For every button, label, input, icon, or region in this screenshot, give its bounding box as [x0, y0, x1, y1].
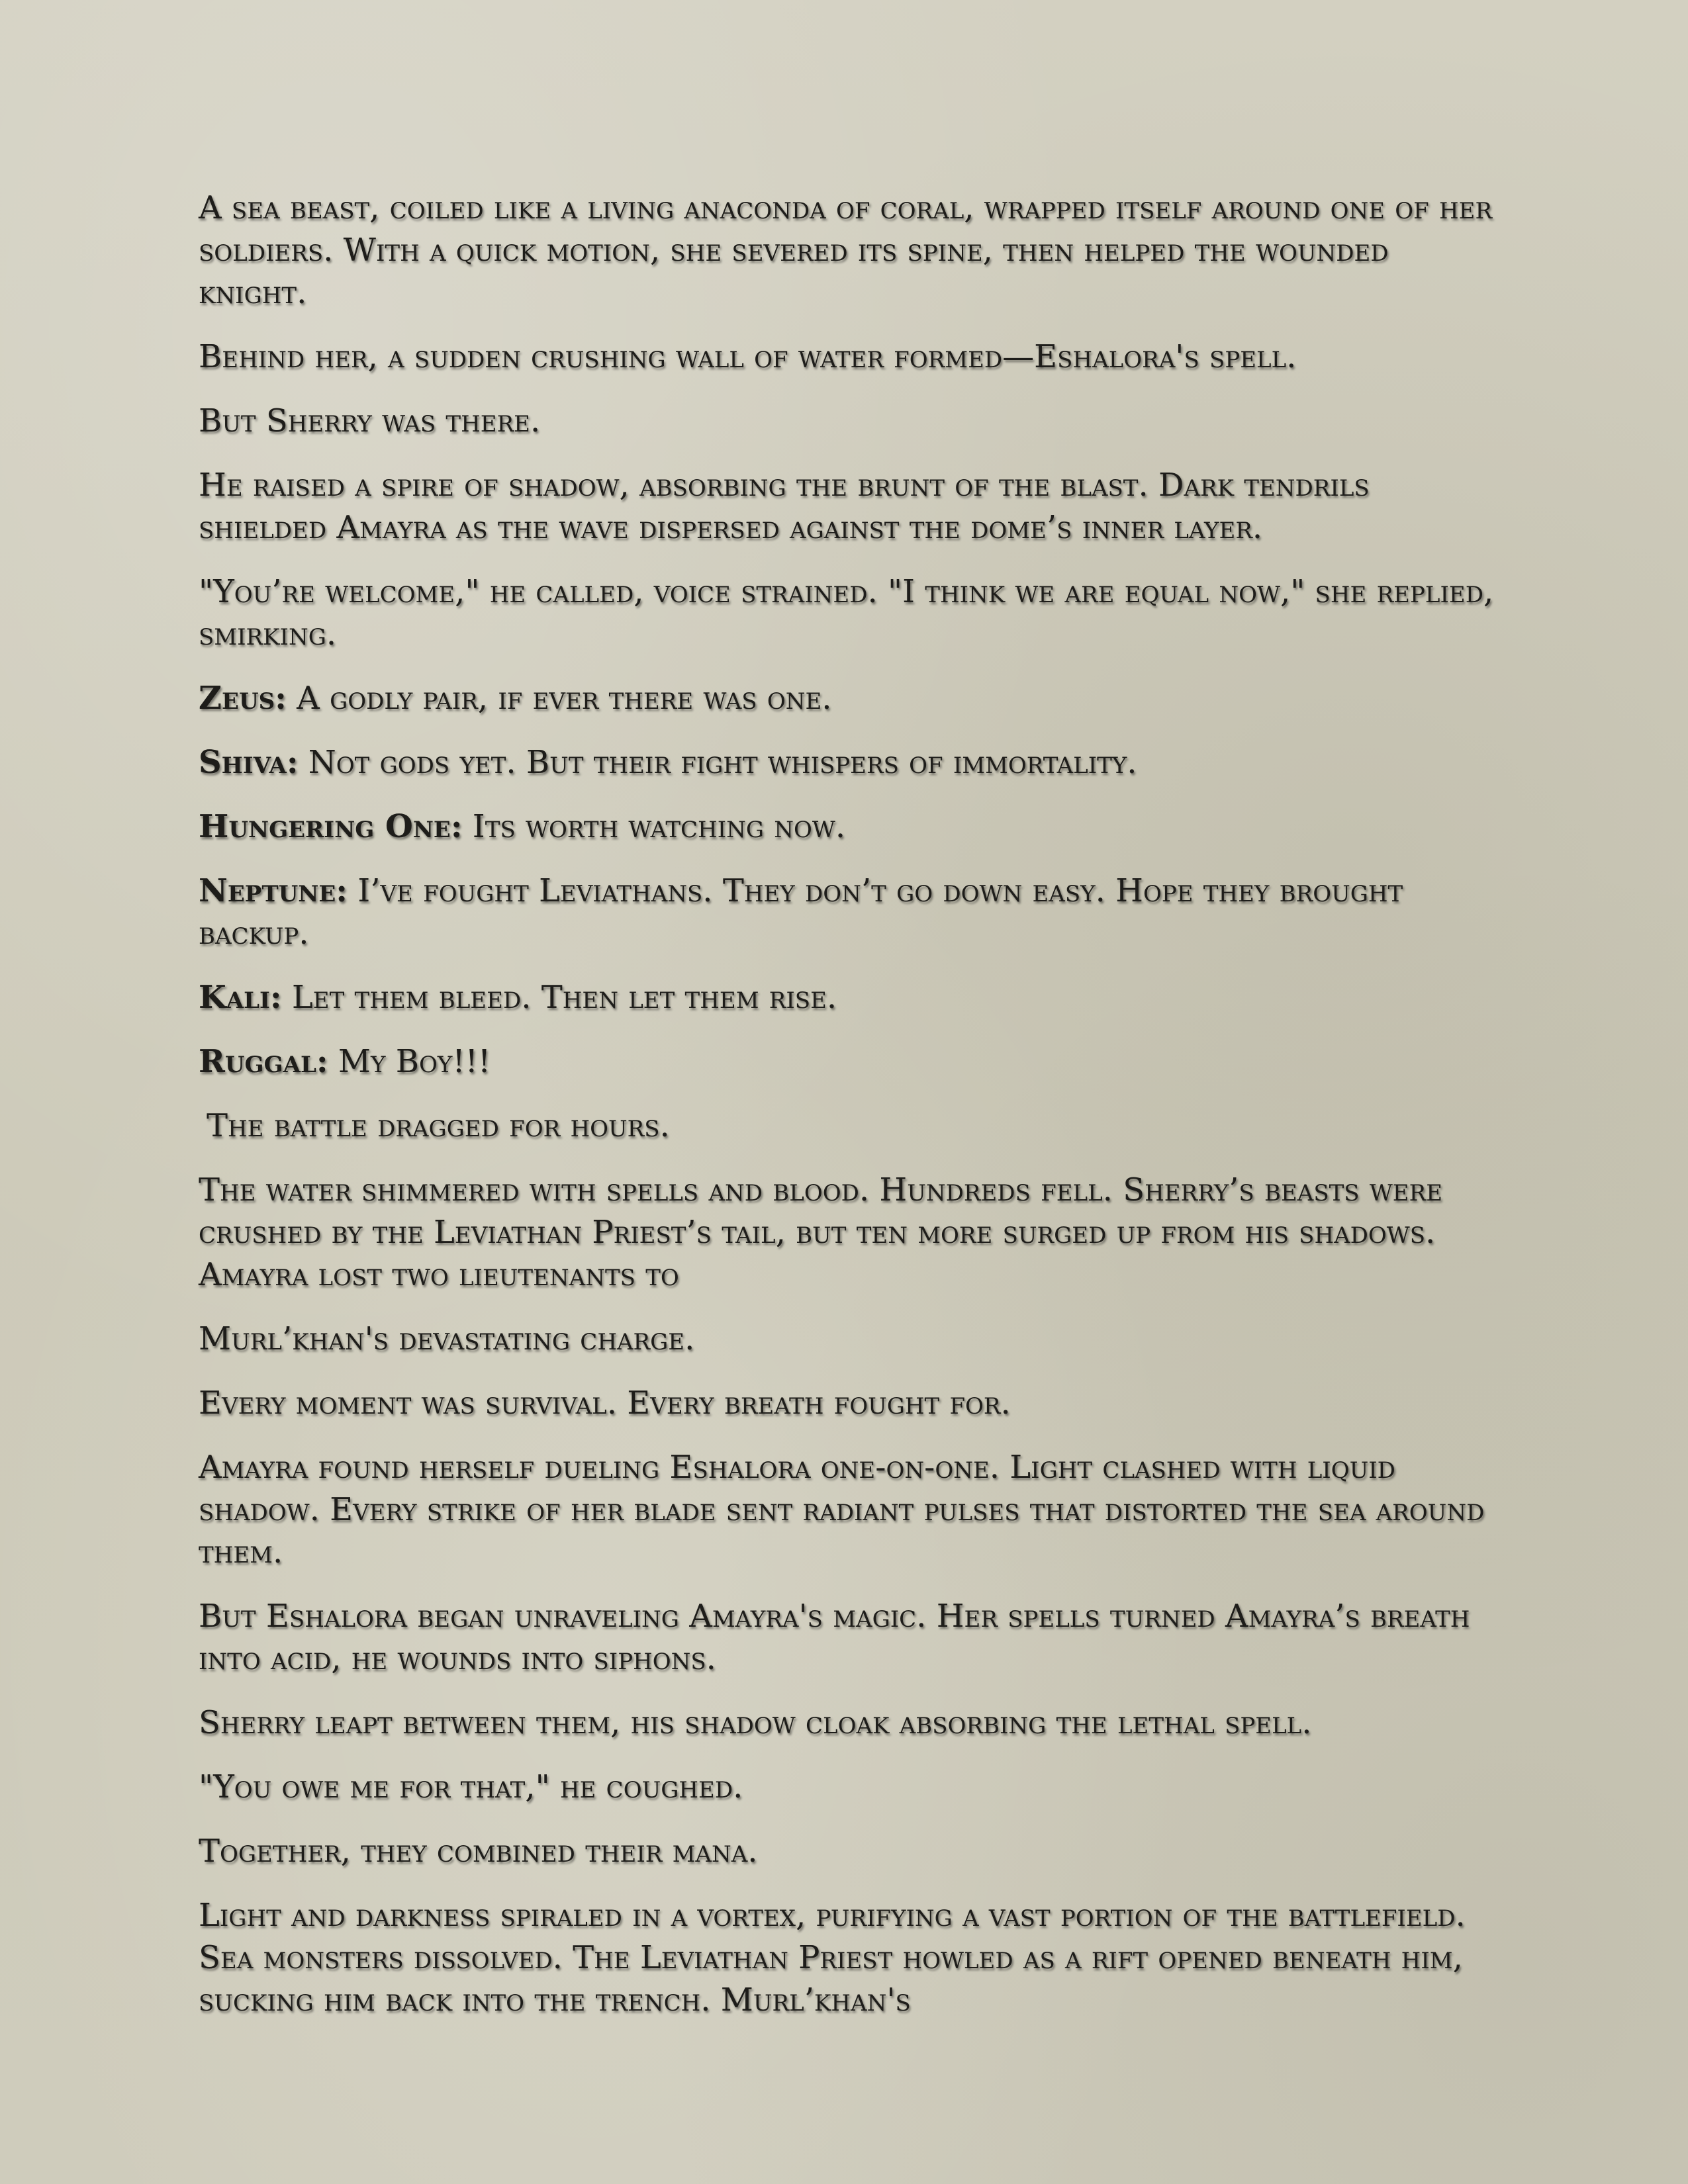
dialogue-kali: [199, 976, 1503, 1019]
paragraph-sherry-there: But Sherry was there.: [199, 402, 541, 439]
story-page: [199, 187, 1503, 2043]
paragraph-sea-beast: A sea beast, coiled like a living anaconda of coral, wrapped itself around one of her soldiers. With a quick motion, she severed its spine, then helped the wounded knight.: [199, 189, 1493, 311]
dialogue-neptune: [199, 870, 1503, 954]
paragraph-spire-of-shadow: He raised a spire of shadow, absorbing the brunt of the blast. Dark tendrils shielded Amayra as the wave dispersed against the dome’s inner layer.: [199, 467, 1370, 546]
dialogue-text: Not gods yet. But their fight whispers of immortality.: [298, 744, 1137, 781]
dialogue-hungering-one: [199, 805, 1503, 848]
dialogue-ruggal: [199, 1040, 1503, 1083]
paragraph-you-owe-me: "You owe me for that," he coughed.: [199, 1768, 743, 1805]
paragraph-sherry-leapt: Sherry leapt between them, his shadow cloak absorbing the lethal spell.: [199, 1704, 1312, 1741]
dialogue-shiva: [199, 741, 1503, 784]
dialogue-text: Let them bleed. Then let them rise.: [281, 979, 837, 1016]
dialogue-zeus: [199, 677, 1503, 719]
speaker-name: Shiva:: [199, 744, 299, 781]
paragraph-survival: Every moment was survival. Every breath fought for.: [199, 1385, 1011, 1422]
paragraph-devastating-charge: Murl’khan's devastating charge.: [199, 1320, 695, 1357]
paragraph-combined-mana: Together, they combined their mana.: [199, 1833, 758, 1870]
speaker-name: Kali:: [199, 979, 282, 1016]
speaker-name: Zeus:: [199, 680, 287, 717]
paragraph-unraveling: But Eshalora began unraveling Amayra's magic. Her spells turned Amayra’s breath into acid, he wounds into siphons.: [199, 1598, 1470, 1677]
paragraph-vortex: Light and darkness spiraled in a vortex, purifying a vast portion of the battlefield. Sea monsters dissolved. The Leviathan Priest howled as a rift opened beneath him, sucking him back into the trench. Murl’khan's: [199, 1897, 1466, 2019]
paragraph-battle-dragged: The battle dragged for hours.: [207, 1107, 670, 1144]
paragraph-youre-welcome: "You’re welcome," he called, voice strained. "I think we are equal now," she replied, smirking.: [199, 573, 1494, 653]
dialogue-text: Its worth watching now.: [462, 808, 846, 845]
dialogue-text: My Boy!!!: [328, 1043, 491, 1080]
paragraph-dueling: Amayra found herself dueling Eshalora one-on-one. Light clashed with liquid shadow. Every strike of her blade sent radiant pulses that distorted the sea around them.: [199, 1449, 1485, 1570]
speaker-name: Neptune:: [199, 872, 348, 909]
paragraph-water-shimmered: The water shimmered with spells and blood. Hundreds fell. Sherry’s beasts were crushed by the Leviathan Priest’s tail, but ten more surged up from his shadows. Amayra lost two lieutenants to: [199, 1171, 1443, 1293]
dialogue-text: A godly pair, if ever there was one.: [286, 680, 832, 717]
paragraph-wall-of-water: Behind her, a sudden crushing wall of water formed—Eshalora's spell.: [199, 338, 1297, 375]
speaker-name: Ruggal:: [199, 1043, 328, 1080]
speaker-name: Hungering One:: [199, 808, 463, 845]
dialogue-text: I’ve fought Leviathans. They don’t go down easy. Hope they brought backup.: [199, 872, 1403, 952]
